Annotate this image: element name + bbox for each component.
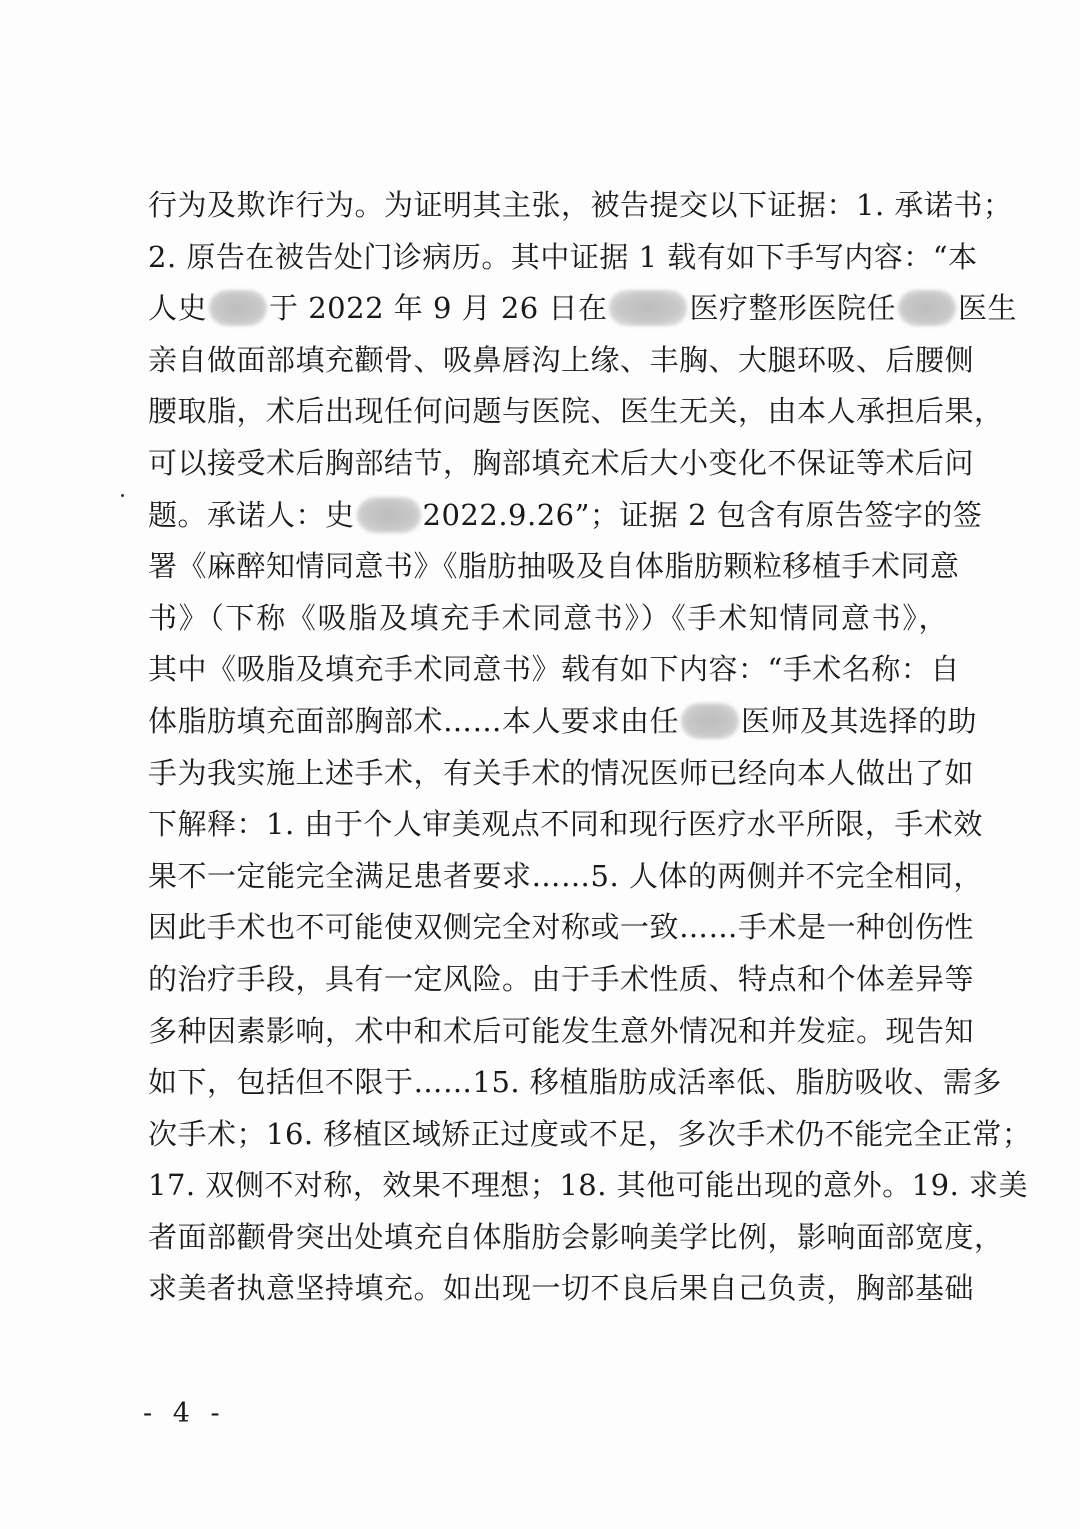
text-line [148,541,960,593]
text-segment: 亲自做面部填充颧骨、吸鼻唇沟上缘、丰胸、大腿环吸、后腰侧 [148,342,975,377]
text-line [148,902,975,954]
text-segment: 下解释：1. 由于个人审美观点不同和现行医疗水平所限，手术效 [148,807,983,842]
text-segment: 其中《吸脂及填充手术同意书》载有如下内容：“手术名称：自 [148,652,960,687]
text-line [148,335,975,387]
text-line [148,232,978,284]
redaction-blur [898,290,956,326]
text-segment: 体脂肪填充面部胸部术……本人要求由任 [148,703,680,738]
text-segment: 的治疗手段，具有一定风险。由于手术性质、特点和个体差异等 [148,961,975,996]
text-line [148,386,1004,438]
text-segment: 手为我实施上述手术，有关手术的情况医师已经向本人做出了如 [148,755,975,790]
text-line [148,1006,975,1058]
text-segment: 求美者执意坚持填充。如出现一切不良后果自己负责，胸部基础 [148,1271,975,1306]
redaction-blur [609,290,687,326]
text-line [148,1057,1002,1109]
text-segment: 行为及欺诈行为。为证明其主张，被告提交以下证据：1. 承诺书； [148,188,1013,222]
text-line [148,283,1018,335]
text-line [148,180,1013,232]
text-line [148,748,975,800]
text-line [148,593,948,645]
text-segment: 医师及其选择的助 [741,703,978,738]
text-line [148,696,978,748]
text-line [148,490,983,542]
text-segment: 17. 双侧不对称，效果不理想；18. 其他可能出现的意外。19. 求美 [148,1168,1029,1203]
text-line [148,1263,975,1315]
redaction-blur [357,497,421,533]
text-segment: 如下，包括但不限于……15. 移植脂肪成活率低、脂肪吸收、需多 [148,1065,1002,1100]
text-segment: 2. 原告在被告处门诊病历。其中证据 1 载有如下手写内容：“本 [148,239,978,274]
redaction-blur [209,290,267,326]
text-line [148,438,975,490]
text-line [148,1109,1032,1161]
text-line [148,1212,1004,1264]
text-segment: 可以接受术后胸部结节，胸部填充术后大小变化不保证等术后问 [148,445,975,480]
redaction-blur [681,703,739,739]
text-segment: 人史 [148,291,208,326]
text-segment: 于 2022 年 9 月 26 日在 [269,291,608,326]
text-segment: 果不一定能完全满足患者要求……5. 人体的两侧并不完全相同， [148,858,983,893]
text-segment: 书》（下称《吸脂及填充手术同意书》）《手术知情同意书》， [148,600,948,635]
text-segment: 医疗整形医院任 [689,291,896,326]
text-segment: 医生 [958,291,1018,326]
text-line [148,799,983,851]
text-segment: 2022.9.26”；证据 2 包含有原告签字的签 [422,497,983,532]
text-segment: 因此手术也不可能使双侧完全对称或一致……手术是一种创伤性 [148,910,975,945]
page-number: - 4 - [143,1398,226,1429]
text-line [148,1160,1029,1212]
text-segment: 署《麻醉知情同意书》《脂肪抽吸及自体脂肪颗粒移植手术同意 [148,549,960,584]
text-segment: 题。承诺人：史 [148,497,355,532]
body-text [148,180,1032,1315]
text-segment: 次手术；16. 移植区域矫正过度或不足，多次手术仍不能完全正常； [148,1116,1032,1151]
scan-speck [121,494,124,497]
text-segment: 腰取脂，术后出现任何问题与医院、医生无关，由本人承担后果， [148,394,1004,429]
text-line [148,851,983,903]
text-segment: 者面部颧骨突出处填充自体脂肪会影响美学比例，影响面部宽度， [148,1219,1004,1254]
text-line [148,644,960,696]
text-segment: 多种因素影响，术中和术后可能发生意外情况和并发症。现告知 [148,1013,975,1048]
text-line [148,954,975,1006]
